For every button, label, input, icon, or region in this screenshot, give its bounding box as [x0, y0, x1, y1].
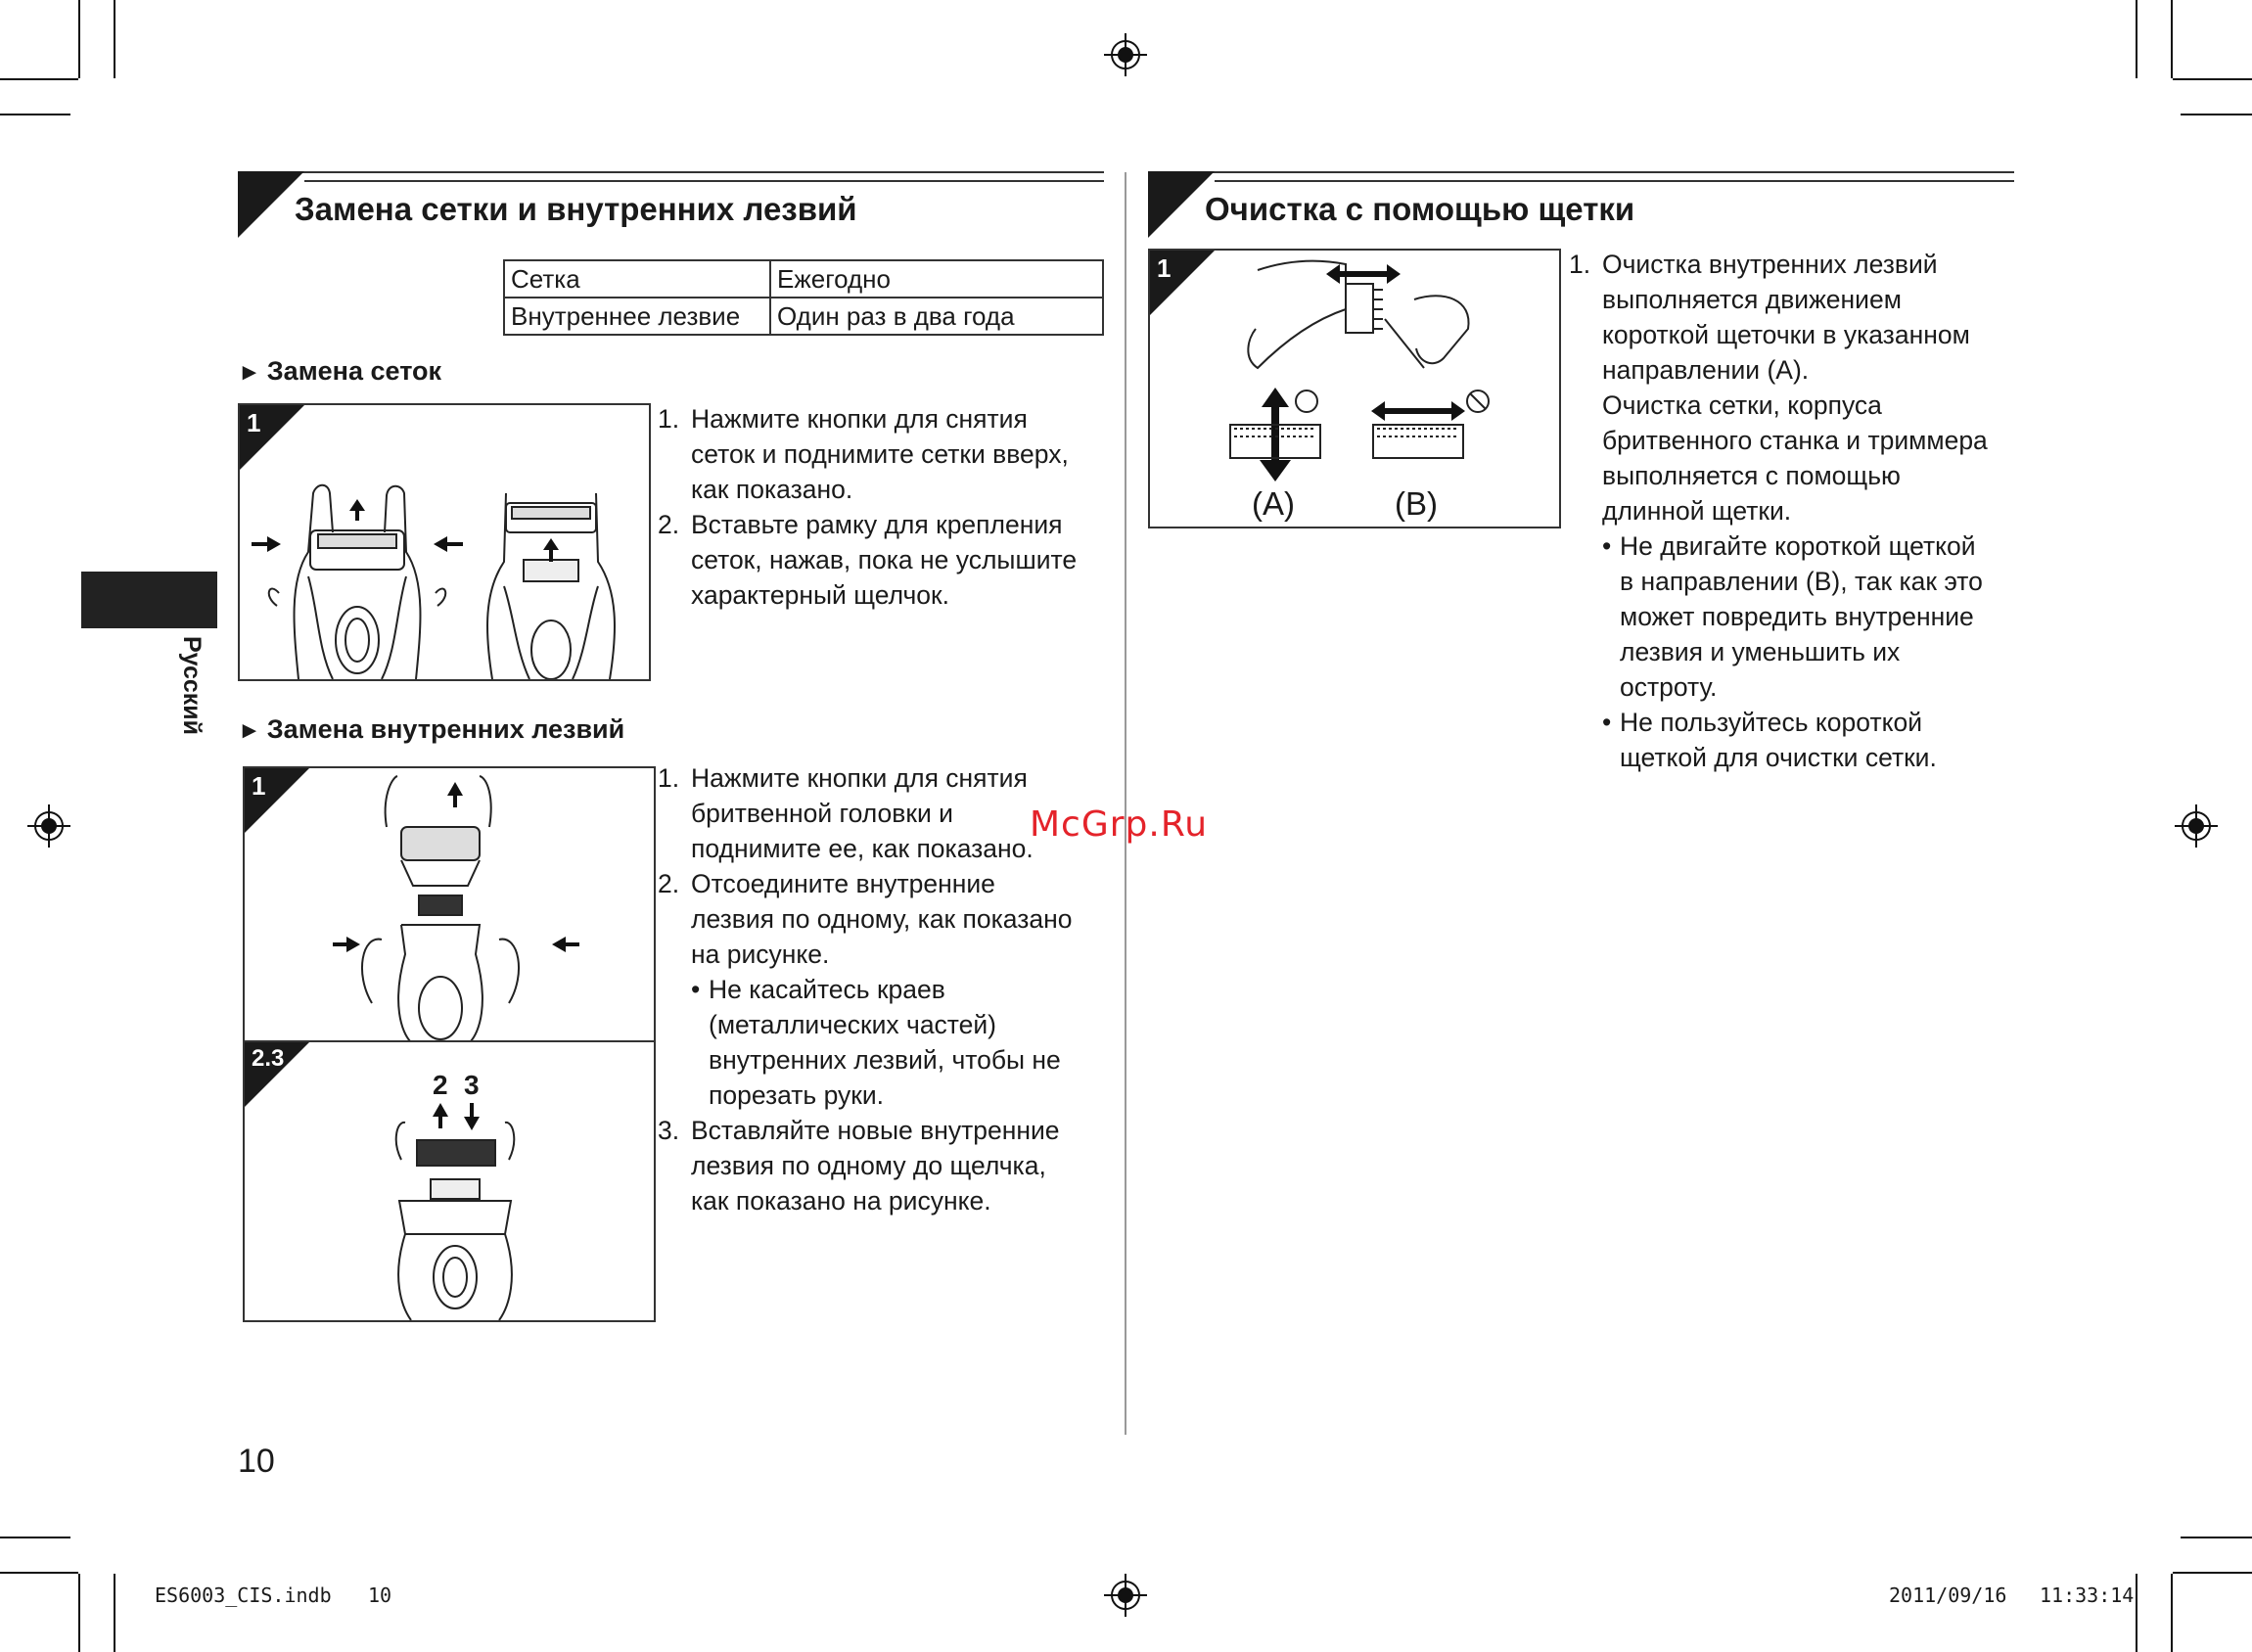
triangle-bullet-icon: ► — [238, 359, 261, 386]
crop-mark — [2181, 1537, 2252, 1538]
figure-blade-removal — [243, 766, 656, 1042]
step-line: Не двигайте короткой щеткой — [1620, 531, 1976, 561]
language-tab — [81, 572, 217, 628]
direction-label-b: (B) — [1395, 485, 1438, 522]
replacement-schedule-table — [503, 259, 1104, 336]
crop-mark — [0, 1537, 70, 1538]
step-number: 2. — [658, 869, 680, 898]
step-number: 2. — [658, 510, 680, 539]
language-label-box — [172, 636, 211, 754]
step-line: бритвенной головки и — [691, 799, 953, 828]
step-line: лезвия по одному до щелчка, — [691, 1151, 1046, 1180]
crop-mark — [78, 1574, 80, 1652]
crop-mark — [2181, 114, 2252, 115]
crop-mark — [0, 1572, 78, 1574]
footer-date: 2011/09/16 — [1889, 1583, 2007, 1607]
step-line: как показано на рисунке. — [691, 1186, 991, 1216]
brush-cleaning-illustration — [1150, 251, 1559, 527]
crop-mark — [2136, 0, 2137, 78]
subheading-blades — [238, 714, 624, 745]
step-line: порезать руки. — [709, 1080, 885, 1110]
footer-time: 11:33:14 — [2040, 1583, 2135, 1607]
step-line: как показано. — [691, 475, 853, 504]
bullet-icon: • — [1602, 531, 1612, 561]
step-line: бритвенного станка и триммера — [1602, 426, 1988, 455]
step-number: 1. — [1569, 250, 1591, 279]
subheading-foil — [238, 356, 441, 387]
table-cell: Один раз в два года — [770, 298, 1103, 335]
crop-mark — [78, 0, 80, 78]
step-line: остроту. — [1620, 672, 1718, 702]
step-line: Нажмите кнопки для снятия — [691, 404, 1028, 434]
step-line: сеток и поднимите сетки вверх, — [691, 439, 1069, 469]
step-line: направлении (A). — [1602, 355, 1810, 385]
bullet-icon: • — [691, 975, 701, 1004]
crop-mark — [114, 0, 115, 78]
shaver-foil-illustration — [240, 405, 649, 679]
step-line: лезвия по одному, как показано — [691, 904, 1073, 934]
crop-mark — [2173, 1572, 2252, 1574]
figure-badge: 1 — [247, 408, 261, 437]
step-line: выполняется движением — [1602, 285, 1902, 314]
column-divider — [1125, 172, 1126, 1435]
figure-brush-cleaning — [1148, 249, 1561, 528]
step-line: сеток, нажав, пока не услышите — [691, 545, 1078, 574]
crop-mark — [0, 114, 70, 115]
step-line: (металлических частей) — [709, 1010, 997, 1039]
step-line: Не пользуйтесь короткой — [1620, 708, 1923, 737]
step-line: поднимите ее, как показано. — [691, 834, 1034, 863]
crop-mark — [2173, 78, 2252, 80]
step-line: Очистка сетки, корпуса — [1602, 390, 1882, 420]
blade-insertion-illustration — [245, 1042, 654, 1320]
figure-badge: 1 — [252, 771, 266, 801]
registration-mark-icon — [2175, 804, 2218, 848]
step-line: Вставьте рамку для крепления — [691, 510, 1063, 539]
figure-blade-insertion — [243, 1040, 656, 1322]
triangle-bullet-icon: ► — [238, 717, 261, 744]
crop-mark — [2171, 1574, 2173, 1652]
step-line: Отсоедините внутренние — [691, 869, 995, 898]
registration-mark-icon — [1104, 1574, 1147, 1617]
step-line: Очистка внутренних лезвий — [1602, 250, 1938, 279]
table-row — [504, 260, 1103, 298]
crop-mark — [2171, 0, 2173, 78]
step-line: лезвия и уменьшить их — [1620, 637, 1901, 666]
step-line: внутренних лезвий, чтобы не — [709, 1045, 1061, 1075]
step-line: короткой щеточки в указанном — [1602, 320, 1970, 349]
figure-foil-replacement — [238, 403, 651, 681]
footer-page: 10 — [368, 1583, 392, 1607]
registration-mark-icon — [27, 804, 70, 848]
step-line: выполняется с помощью — [1602, 461, 1901, 490]
watermark: McGrp.Ru — [1030, 804, 1209, 845]
step-line: щеткой для очистки сетки. — [1620, 743, 1937, 772]
subheading-blades-text: Замена внутренних лезвий — [266, 714, 625, 744]
step-line: на рисунке. — [691, 940, 830, 969]
step-number: 3. — [658, 1116, 680, 1145]
section-title-right: Очистка с помощью щетки — [1205, 191, 1635, 227]
registration-mark-icon — [1104, 33, 1147, 76]
footer-file: ES6003_CIS.indb — [155, 1583, 332, 1607]
table-cell: Сетка — [504, 260, 770, 298]
crop-mark — [114, 1574, 115, 1652]
shaver-head-illustration — [245, 768, 654, 1042]
arrow-label-2: 2 — [433, 1070, 448, 1100]
step-line: характерный щелчок. — [691, 580, 949, 610]
table-cell: Внутреннее лезвие — [504, 298, 770, 335]
section-title-left: Замена сетки и внутренних лезвий — [295, 191, 857, 227]
direction-label-a: (A) — [1252, 485, 1295, 522]
table-row — [504, 298, 1103, 335]
figure-badge: 1 — [1157, 253, 1172, 283]
step-number: 1. — [658, 404, 680, 434]
crop-mark — [2136, 1574, 2137, 1652]
step-line: может повредить внутренние — [1620, 602, 1974, 631]
arrow-label-3: 3 — [464, 1070, 480, 1100]
step-line: Не касайтесь краев — [709, 975, 945, 1004]
step-number: 1. — [658, 763, 680, 793]
step-line: Нажмите кнопки для снятия — [691, 763, 1028, 793]
step-line: длинной щетки. — [1602, 496, 1792, 526]
bullet-icon: • — [1602, 708, 1612, 737]
table-cell: Ежегодно — [770, 260, 1103, 298]
subheading-foil-text: Замена сеток — [266, 356, 442, 386]
step-line: в направлении (B), так как это — [1620, 567, 1983, 596]
figure-badge: 2.3 — [252, 1045, 285, 1072]
language-label: Русский — [178, 636, 206, 736]
step-line: Вставляйте новые внутренние — [691, 1116, 1060, 1145]
crop-mark — [0, 78, 78, 80]
page-number: 10 — [238, 1443, 275, 1480]
